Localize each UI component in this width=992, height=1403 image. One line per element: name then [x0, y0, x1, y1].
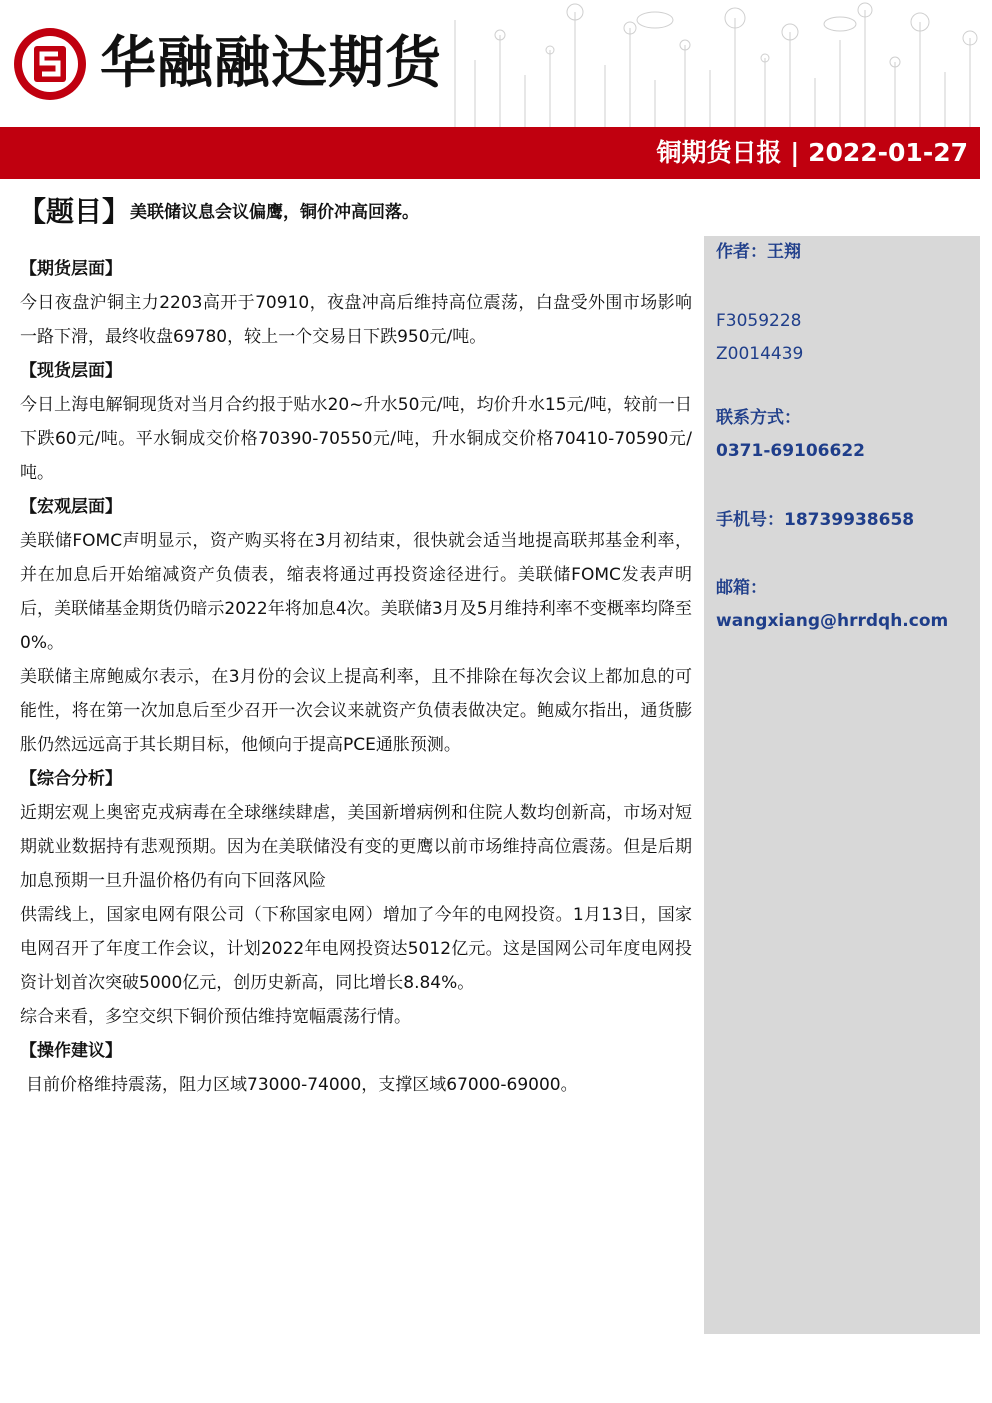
- section-macro: [20, 490, 692, 762]
- page-header: [0, 0, 992, 130]
- paragraph: 美联储主席鲍威尔表示，在3月份的会议上提高利率，且不排除在每次会议上都加息的可能性，将在第一次加息后至少召开一次会议来就资产负债表做决定。鲍威尔指出，通货膨胀仍然远远高于其长期目标，他倾向于提高PCE通胀预测。: [20, 667, 692, 755]
- email-address: wangxiang@hrrdqh.com: [716, 611, 949, 631]
- paragraph: 美联储FOMC声明显示，资产购买将在3月初结束，很快就会适当地提高联邦基金利率，并在加息后开始缩减资产负债表，缩表将通过再投资途径进行。美联储FOMC发表声明后，美联储基金期货仍暗示2022年将加息4次。美联储3月及5月维持利率不变概率均降至0%。: [20, 531, 692, 653]
- paragraph: 今日上海电解铜现货对当月合约报于贴水20~升水50元/吨，均价升水15元/吨，较前一日下跌60元/吨。平水铜成交价格70390-70550元/吨，升水铜成交价格70410-70590元/吨。: [20, 395, 692, 483]
- section-advice: [20, 1034, 692, 1102]
- author-name: 作者：王翔: [716, 242, 801, 262]
- section-spot: [20, 354, 692, 490]
- report-body: [20, 252, 692, 1102]
- brand-logo-icon: [12, 26, 88, 102]
- brand-name: 华融融达期货: [100, 31, 442, 96]
- report-title-bar: [0, 127, 980, 179]
- paragraph: 今日夜盘沪铜主力2203高开于70910，夜盘冲高后维持高位震荡，白盘受外围市场影响一路下滑，最终收盘69780，较上一个交易日下跌950元/吨。: [20, 293, 692, 347]
- section-heading: 【现货层面】: [20, 361, 122, 381]
- decorative-circuit-graphic: [445, 0, 992, 128]
- paragraph: 目前价格维持震荡，阻力区域73000-74000，支撑区域67000-69000。: [26, 1075, 578, 1095]
- topic-tag: 【题目】: [18, 195, 131, 228]
- certificate-number: Z0014439: [716, 344, 804, 364]
- phone-number: 0371-69106622: [716, 441, 865, 461]
- topic-text: 美联储议息会议偏鹰，铜价冲高回落。: [130, 202, 420, 223]
- section-heading: 【期货层面】: [20, 259, 122, 279]
- topic-line: [18, 190, 419, 230]
- paragraph: 供需线上，国家电网有限公司（下称国家电网）增加了今年的电网投资。1月13日，国家电网召开了年度工作会议，计划2022年电网投资达5012亿元。这是国网公司年度电网投资计划首次突破5000亿元，创历史新高，同比增长8.84%。: [20, 905, 692, 993]
- email-label: 邮箱：: [716, 578, 767, 598]
- author-sidebar: [704, 236, 980, 1334]
- section-heading: 【综合分析】: [20, 769, 122, 789]
- section-heading: 【宏观层面】: [20, 497, 122, 517]
- paragraph: 综合来看，多空交织下铜价预估维持宽幅震荡行情。: [20, 1007, 411, 1027]
- paragraph: 近期宏观上奥密克戎病毒在全球继续肆虐，美国新增病例和住院人数均创新高，市场对短期就业数据持有悲观预期。因为在美联储没有变的更鹰以前市场维持高位震荡。但是后期加息预期一旦升温价格仍有向下回落风险: [20, 803, 692, 891]
- section-heading: 【操作建议】: [20, 1041, 122, 1061]
- mobile-number: 手机号：18739938658: [716, 510, 915, 530]
- contact-label: 联系方式：: [716, 408, 801, 428]
- section-futures: [20, 252, 692, 354]
- certificate-number: F3059228: [716, 311, 802, 331]
- report-title: 铜期货日报 | 2022-01-27: [656, 138, 968, 167]
- section-analysis: [20, 762, 692, 1034]
